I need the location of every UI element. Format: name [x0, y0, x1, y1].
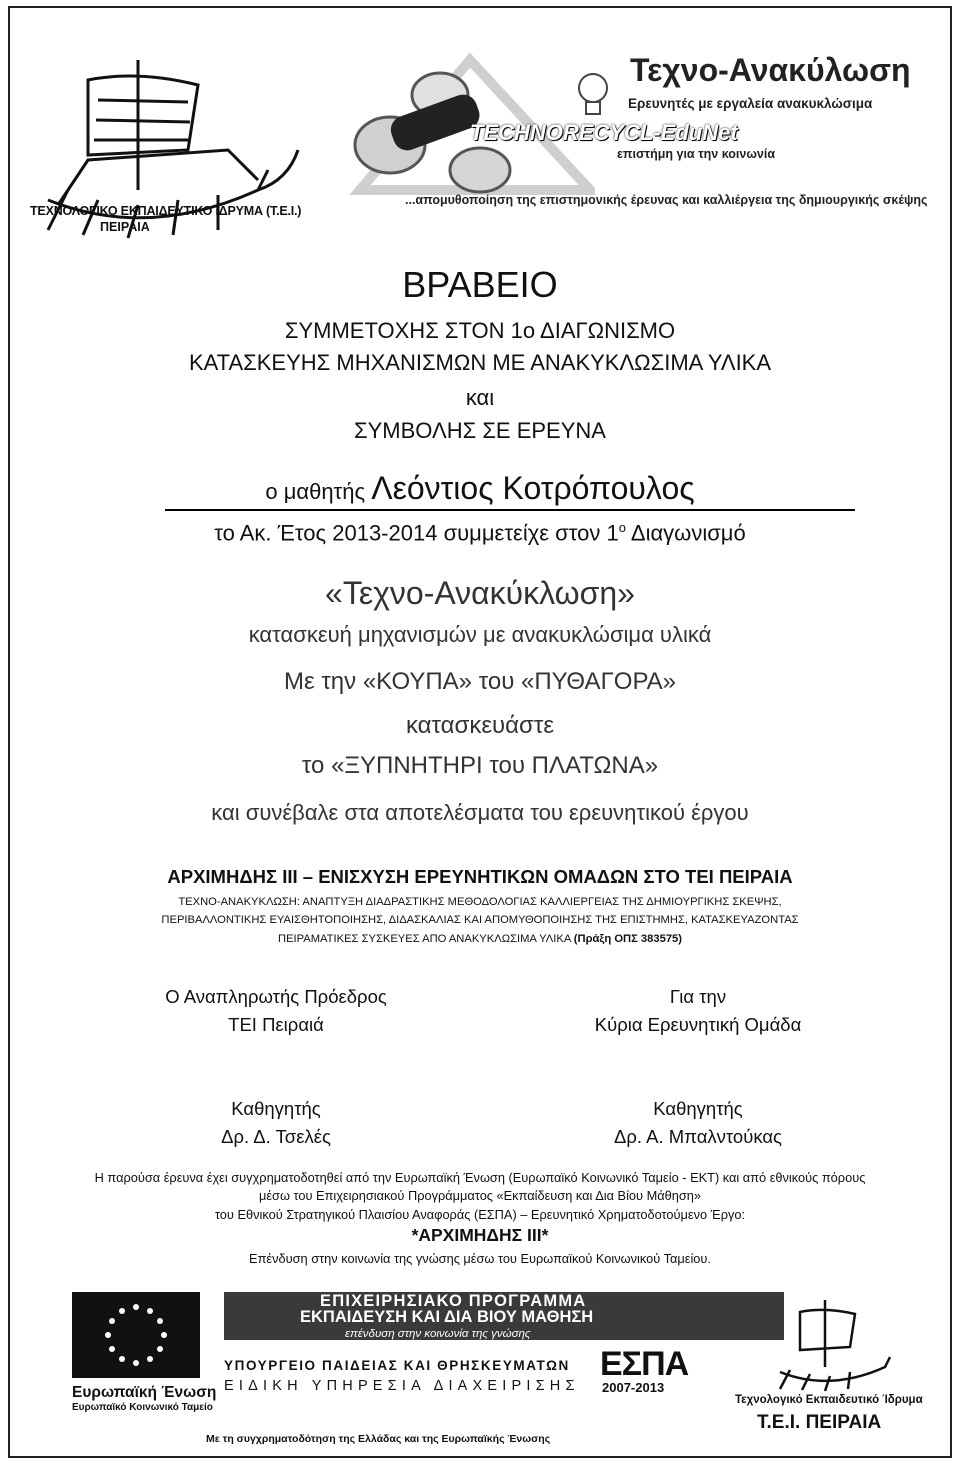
contribution-line: και συνέβαλε στα αποτελέσματα του ερευνητικού έργου — [211, 800, 749, 825]
research-desc-line1: ΤΕΧΝΟ-ΑΝΑΚΥΚΛΩΣΗ: ΑΝΑΠΤΥΞΗ ΔΙΑΔΡΑΣΤΙΚΗΣ ΜΕΘΟΔΟΛΟΓΙΑΣ ΚΑΛΛΙΕΡΓΕΙΑΣ ΤΗΣ ΔΗΜΙΟΥΡΓΙΚΗΣ ΣΚΕΨΗΣ, — [178, 896, 782, 908]
op-line3: επένδυση στην κοινωνία της γνώσης — [345, 1328, 531, 1340]
funding-line1: Η παρούσα έρευνα έχει συγχρηματοδοτηθεί από την Ευρωπαϊκή Ένωση (Ευρωπαϊκό Κοινωνικό Ταμείο - ΕΚΤ) και από εθνικούς πόρους — [94, 1170, 866, 1185]
edunet-subtitle: επιστήμη για την κοινωνία — [617, 147, 776, 161]
project-line2: κατασκευάστε — [405, 712, 555, 739]
eu-subtitle: Ευρωπαϊκό Κοινωνικό Ταμείο — [72, 1402, 213, 1413]
ministry-line1: ΥΠΟΥΡΓΕΙΟ ΠΑΙΔΕΙΑΣ ΚΑΙ ΘΡΗΣΚΕΥΜΑΤΩΝ — [224, 1358, 570, 1373]
competition-title: «Τεχνο-Ανακύκλωση» — [325, 575, 635, 611]
year-text-a: το Ακ. Έτος 2013-2014 συμμετείχε στον 1 — [214, 520, 619, 546]
header-slogan: ...απομυθοποίηση της επιστημονικής έρευνας και καλλιέργεια της δημιουργικής σκέψης — [405, 193, 928, 207]
research-desc-line3 — [0, 933, 960, 945]
right-signatory-role2: Κύρια Ερευνητική Ομάδα — [594, 1014, 802, 1035]
student-name: Λεόντιος Κοτρόπουλος — [371, 470, 695, 506]
research-desc-line3-text: ΠΕΙΡΑΜΑΤΙΚΕΣ ΣΥΣΚΕΥΕΣ ΑΠΟ ΑΝΑΚΥΚΛΩΣΙΜΑ ΥΛΙΚΑ — [277, 933, 571, 945]
lightbulb-icon — [573, 68, 613, 128]
banner-subtitle: Ερευνητές με εργαλεία ανακυκλώσιμα — [628, 96, 873, 111]
research-desc-line2: ΠΕΡΙΒΑΛΛΟΝΤΙΚΗΣ ΕΥΑΙΣΘΗΤΟΠΟΙΗΣΗΣ, ΔΙΔΑΣΚΑΛΙΑΣ ΚΑΙ ΑΠΟΜΥΘΟΠΟΙΗΣΗΣ ΤΗΣ ΕΠΙΣΤΗΜΗΣ, ΚΑΤΑΣΚΕΥΑΖΟΝΤΑΣ — [161, 914, 799, 926]
tei-caption-line1: ΤΕΧΝΟΛΟΓΙΚΟ ΕΚΠΑΙΔΕΥΤΙΚΟ ΙΔΡΥΜΑ (Τ.Ε.Ι.) — [30, 204, 302, 218]
funding-line3: του Εθνικού Στρατηγικού Πλαισίου Αναφοράς (ΕΣΠΑ) – Ερευνητικό Χρηματοδοτούμενο Έργο: — [214, 1207, 746, 1222]
competition-subtitle: κατασκευή μηχανισμών με ανακυκλώσιμα υλικά — [248, 622, 712, 647]
op-line1: ΕΠΙΧΕΙΡΗΣΙΑΚΟ ΠΡΟΓΡΑΜΜΑ — [320, 1292, 587, 1310]
tei-caption-line2: ΠΕΙΡΑΙΑ — [100, 220, 150, 234]
tei-footer-line1: Τεχνολογικό Εκπαιδευτικό Ίδρυμα — [735, 1394, 923, 1406]
year-text-b: Διαγωνισμό — [625, 520, 746, 546]
espa-title: ΕΣΠΑ — [600, 1345, 689, 1383]
funding-line2: μέσω του Επιχειρησιακού Προγράμματος «Εκπαίδευση και Δια Βίου Μάθηση» — [258, 1188, 702, 1203]
year-sup: ο — [618, 520, 626, 535]
project-line3: το «ΞΥΠΝΗΤΗΡΙ του ΠΛΑΤΩΝΑ» — [301, 752, 659, 779]
student-prefix: ο μαθητής — [265, 479, 366, 504]
award-line2: ΚΑΤΑΣΚΕΥΗΣ ΜΗΧΑΝΙΣΜΩΝ ΜΕ ΑΝΑΚΥΚΛΩΣΙΜΑ ΥΛΙΚΑ — [188, 350, 772, 375]
edunet-logo: TECHNORECYCL-EduNet — [470, 120, 738, 145]
left-signatory-title: Καθηγητής — [231, 1098, 321, 1119]
tei-ship-logo-small — [770, 1292, 920, 1392]
tei-footer-line2: Τ.Ε.Ι. ΠΕΙΡΑΙΑ — [757, 1412, 882, 1433]
left-signatory-role2: ΤΕΙ Πειραιά — [228, 1014, 324, 1035]
award-line4: ΣΥΜΒΟΛΗΣ ΣΕ ΕΡΕΥΝΑ — [354, 418, 606, 443]
op-line2: ΕΚΠΑΙΔΕΥΣΗ ΚΑΙ ΔΙΑ ΒΙΟΥ ΜΑΘΗΣΗ — [300, 1308, 594, 1326]
ops-code: (Πράξη ΟΠΣ 383575) — [573, 933, 682, 945]
left-signatory-name: Δρ. Δ. Τσελές — [221, 1126, 331, 1147]
ministry-line2: ΕΙΔΙΚΗ ΥΠΗΡΕΣΙΑ ΔΙΑΧΕΙΡΙΣΗΣ — [224, 1378, 580, 1394]
year-line — [0, 520, 960, 546]
eu-flag-icon — [72, 1292, 200, 1378]
research-project-title: ΑΡΧΙΜΗΔΗΣ ΙΙΙ – ΕΝΙΣΧΥΣΗ ΕΡΕΥΝΗΤΙΚΩΝ ΟΜΑΔΩΝ ΣΤΟ ΤΕΙ ΠΕΙΡΑΙΑ — [167, 866, 793, 887]
award-line3: και — [465, 385, 495, 410]
name-underline — [165, 509, 855, 511]
left-signatory-role1: Ο Αναπληρωτής Πρόεδρος — [165, 986, 387, 1007]
espa-years: 2007-2013 — [602, 1380, 665, 1395]
banner-title: Τεχνο-Ανακύλωση — [630, 52, 911, 88]
cofunding-note: Με τη συγχρηματοδότηση της Ελλάδας και της Ευρωπαϊκής Ένωσης — [206, 1433, 551, 1445]
student-line — [0, 470, 960, 507]
funding-line5: Επένδυση στην κοινωνία της γνώσης μέσω του Ευρωπαϊκού Κοινωνικού Ταμείου. — [249, 1251, 711, 1266]
award-title: ΒΡΑΒΕΙΟ — [402, 264, 558, 305]
eu-title: Ευρωπαϊκή Ένωση — [72, 1384, 217, 1401]
project-line1: Με την «ΚΟΥΠΑ» του «ΠΥΘΑΓΟΡΑ» — [283, 668, 677, 695]
funding-line4: *ΑΡΧΙΜΗΔΗΣ ΙΙΙ* — [411, 1225, 549, 1245]
right-signatory-name: Δρ. Α. Μπαλντούκας — [614, 1126, 782, 1147]
right-signatory-title: Καθηγητής — [653, 1098, 743, 1119]
right-signatory-role1: Για την — [669, 986, 727, 1007]
award-line1: ΣΥΜΜΕΤΟΧΗΣ ΣΤΟΝ 1ο ΔΙΑΓΩΝΙΣΜΟ — [284, 318, 676, 343]
